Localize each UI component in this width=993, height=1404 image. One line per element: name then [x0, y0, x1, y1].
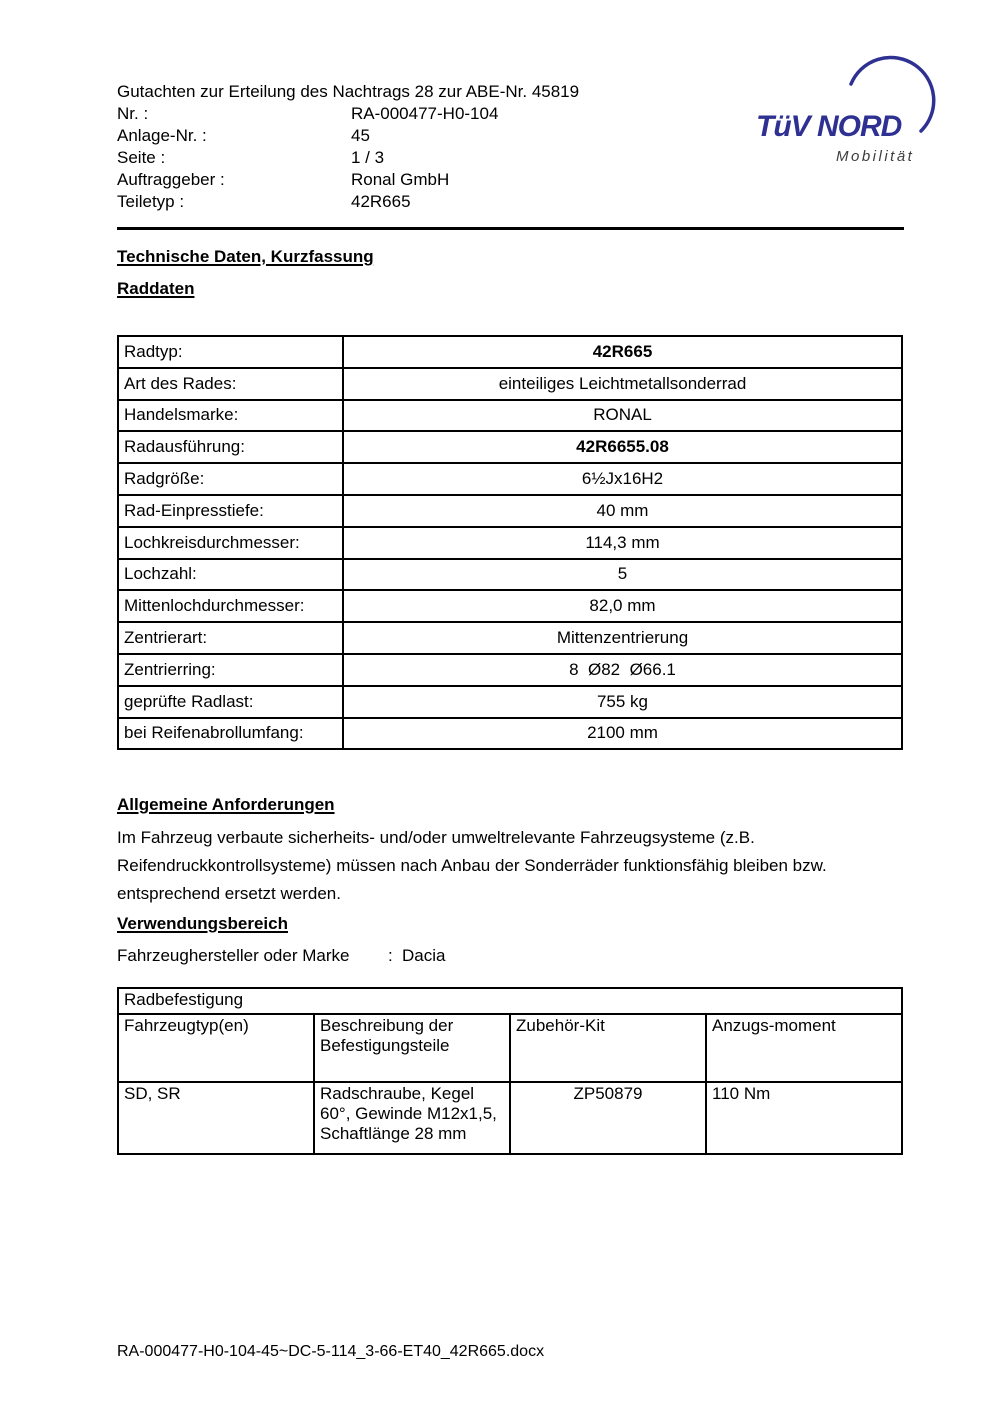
raddaten-label: Lochzahl:: [118, 559, 343, 591]
table-row: [118, 654, 902, 686]
logo-wordmark: TüV NORD: [756, 110, 902, 143]
raddaten-value: 2100 mm: [343, 718, 902, 750]
column-header-fahrzeugtyp: Fahrzeugtyp(en): [118, 1014, 314, 1082]
raddaten-value: 8 Ø82 Ø66.1: [343, 654, 902, 686]
raddaten-label: bei Reifenabrollumfang:: [118, 718, 343, 750]
allgemeine-paragraph: Im Fahrzeug verbaute sicherheits- und/oder umweltrelevante Fahrzeugsysteme (z.B. Reifendruckkontrollsysteme) müssen nach Anbau der Sonderräder funktionsfähig bleiben bzw. entsprechend ersetzt werden.: [117, 828, 827, 903]
table-row: [118, 718, 902, 750]
header-field-label: Anlage-Nr. :: [117, 126, 207, 145]
footer-filename: RA-000477-H0-104-45~DC-5-114_3-66-ET40_42R665.docx: [117, 1343, 545, 1360]
raddaten-label: Radtyp:: [118, 336, 343, 368]
header-field-label: Nr. :: [117, 104, 149, 123]
header-field-value: 45: [351, 126, 370, 145]
raddaten-label: Art des Rades:: [118, 368, 343, 400]
tuv-nord-logo: [748, 45, 968, 177]
raddaten-value: einteiliges Leichtmetallsonderrad: [343, 368, 902, 400]
raddaten-label: Handelsmarke:: [118, 400, 343, 432]
raddaten-label: Lochkreisdurchmesser:: [118, 527, 343, 559]
fahrzeughersteller-value: Dacia: [402, 946, 446, 965]
header-field-label: Auftraggeber :: [117, 170, 225, 189]
table-row: [118, 686, 902, 718]
raddaten-label: Mittenlochdurchmesser:: [118, 590, 343, 622]
fahrzeughersteller-line: [117, 946, 445, 966]
column-header-beschreibung: Beschreibung der Befestigungsteile: [314, 1014, 510, 1082]
heading-technische-daten: Technische Daten, Kurzfassung: [117, 247, 374, 266]
header-field-label: Seite :: [117, 148, 166, 167]
header-field-auftraggeber: [117, 169, 579, 191]
document-header: [117, 81, 579, 213]
raddaten-label: Zentrierring:: [118, 654, 343, 686]
column-header-anzugsmoment: Anzugs-moment: [706, 1014, 902, 1082]
header-field-value: 42R665: [351, 192, 411, 211]
raddaten-label: Rad-Einpresstiefe:: [118, 495, 343, 527]
table-row: [118, 495, 902, 527]
header-field-anlage: [117, 125, 579, 147]
raddaten-value: 114,3 mm: [343, 527, 902, 559]
raddaten-label: Zentrierart:: [118, 622, 343, 654]
fahrzeughersteller-colon: :: [388, 946, 393, 965]
header-field-value: 1 / 3: [351, 148, 385, 167]
table-row: [118, 463, 902, 495]
raddaten-value: 42R6655.08: [343, 431, 902, 463]
header-field-teiletyp: [117, 191, 579, 213]
heading-allgemeine-anforderungen: Allgemeine Anforderungen: [117, 795, 335, 814]
raddaten-value: 42R665: [343, 336, 902, 368]
raddaten-value: 40 mm: [343, 495, 902, 527]
raddaten-value: Mittenzentrierung: [343, 622, 902, 654]
table-row: [118, 431, 902, 463]
raddaten-label: Radausführung:: [118, 431, 343, 463]
table-row: [118, 559, 902, 591]
table-row: [118, 368, 902, 400]
cell-beschreibung: Radschraube, Kegel 60°, Gewinde M12x1,5, Schaftlänge 28 mm: [314, 1082, 510, 1154]
table-row: [118, 527, 902, 559]
table-row: [118, 1082, 902, 1154]
header-field-value: RA-000477-H0-104: [351, 104, 499, 123]
header-field-value: Ronal GmbH: [351, 170, 450, 189]
raddaten-value: RONAL: [343, 400, 902, 432]
table-row: [118, 400, 902, 432]
heading-raddaten: Raddaten: [117, 279, 195, 298]
column-header-zubehoer-kit: Zubehör-Kit: [510, 1014, 706, 1082]
table-header-row: [118, 1014, 902, 1082]
header-field-seite: [117, 147, 579, 169]
header-title-line: Gutachten zur Erteilung des Nachtrags 28 zur ABE-Nr. 45819: [117, 82, 580, 101]
fahrzeughersteller-label: Fahrzeughersteller oder Marke: [117, 946, 350, 965]
table-caption-row: [118, 988, 902, 1014]
cell-fahrzeugtyp: SD, SR: [118, 1082, 314, 1154]
table-row: [118, 336, 902, 368]
radbefestigung-table: [117, 987, 903, 1155]
raddaten-label: geprüfte Radlast:: [118, 686, 343, 718]
header-divider-rule: [117, 227, 904, 230]
raddaten-value: 755 kg: [343, 686, 902, 718]
header-field-label: Teiletyp :: [117, 192, 185, 211]
heading-verwendungsbereich: Verwendungsbereich: [117, 914, 288, 933]
table-row: [118, 622, 902, 654]
raddaten-value: 6½Jx16H2: [343, 463, 902, 495]
table-row: [118, 590, 902, 622]
raddaten-label: Radgröße:: [118, 463, 343, 495]
raddaten-value: 82,0 mm: [343, 590, 902, 622]
cell-anzugsmoment: 110 Nm: [706, 1082, 902, 1154]
logo-tagline: Mobilität: [836, 148, 915, 165]
header-field-nr: [117, 103, 579, 125]
radbefestigung-caption: Radbefestigung: [118, 988, 902, 1014]
raddaten-table: [117, 335, 903, 750]
cell-zubehoer-kit: ZP50879: [510, 1082, 706, 1154]
raddaten-value: 5: [343, 559, 902, 591]
